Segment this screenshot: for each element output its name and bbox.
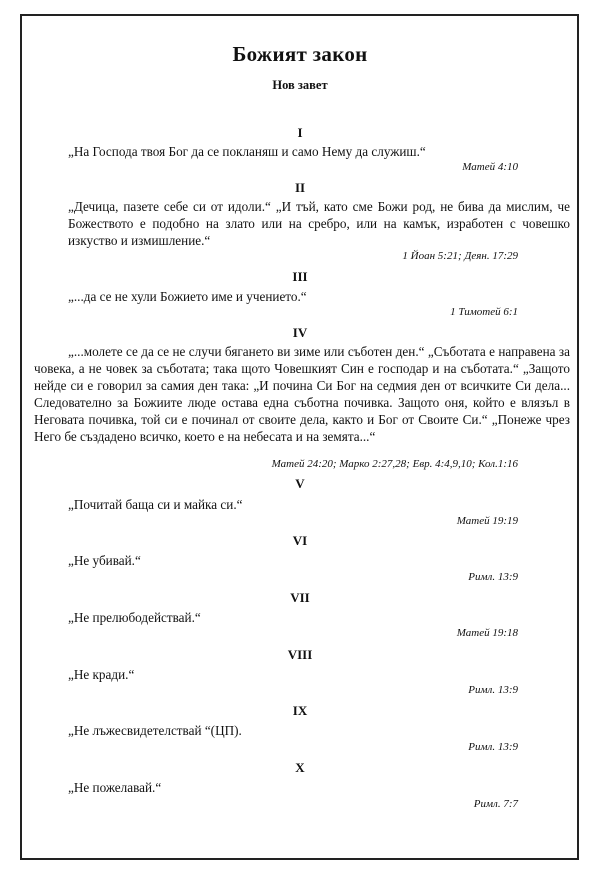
commandment-numeral: VIII	[287, 647, 313, 662]
scripture-reference: Римл. 13:9	[468, 741, 518, 753]
commandment-text: „Дечица, пазете себе си от идоли.“ „И тъй, като сме Божи род, не бива да мислим, че Божеството е подобно на злато или на сребро, или на камък, изработен с човешко изкуство и измишление.“	[68, 199, 570, 248]
scripture-reference: Матей 24:20; Марко 2:27,28; Евр. 4:4,9,10; Кол.1:16	[271, 458, 518, 470]
commandment-text: „На Господа твоя Бог да се покланяш и само Нему да служиш.“	[68, 144, 426, 159]
scripture-reference: Матей 4:10	[462, 161, 518, 173]
scripture-reference: Римл. 13:9	[468, 684, 518, 696]
scripture-reference: 1 Йоан 5:21; Деян. 17:29	[402, 250, 518, 262]
scripture-reference: Матей 19:18	[456, 627, 518, 639]
scripture-reference: Римл. 13:9	[468, 571, 518, 583]
commandment-text: „Не убивай.“	[68, 553, 141, 568]
commandment-numeral: II	[294, 180, 306, 195]
commandment-numeral: VII	[290, 590, 310, 605]
commandment-text: „Не прелюбодействай.“	[68, 610, 201, 625]
commandment-numeral: I	[297, 125, 303, 140]
scripture-reference: Матей 19:19	[456, 515, 518, 527]
page-subtitle: Нов завет	[272, 78, 328, 92]
commandment-numeral: VI	[292, 533, 308, 548]
page-title: Божият закон	[232, 42, 368, 66]
commandment-text: „Почитай баща си и майка си.“	[68, 497, 243, 512]
commandment-numeral: IV	[292, 325, 308, 340]
commandment-numeral: X	[295, 760, 305, 775]
commandment-text: „...да се не хули Божието име и учението.“	[68, 289, 307, 304]
commandment-text: „Не пожелавай.“	[68, 780, 162, 795]
scripture-reference: Римл. 7:7	[473, 798, 518, 810]
commandment-numeral: IX	[292, 703, 308, 718]
commandment-numeral: III	[292, 269, 308, 284]
commandment-text: „Не лъжесвидетелствай “(ЦП).	[68, 723, 242, 738]
commandment-text: „...молете се да се не случи бягането ви зиме или съботен ден.“ „Съботата е направена за човека, а не човек за съботата; така щото Човешкият Син е господар и на съботата.“ „Защото нейде си е говорил за самия ден така: „И почина Си Бог на седмия ден от всичките Си дела... Следователно за Божиите люде остава една съботна почивка. Защото оня, който е влязъл в Неговата почивка, той си е починал от своите дела, както и Бог от Своите Си.“ „Понеже чрез Него бе създадено всичко, което е на небесата и на земята...“	[34, 344, 570, 444]
commandment-text: „Не кради.“	[68, 667, 135, 682]
commandment-numeral: V	[295, 476, 305, 491]
scripture-reference: 1 Тимотей 6:1	[450, 306, 518, 318]
